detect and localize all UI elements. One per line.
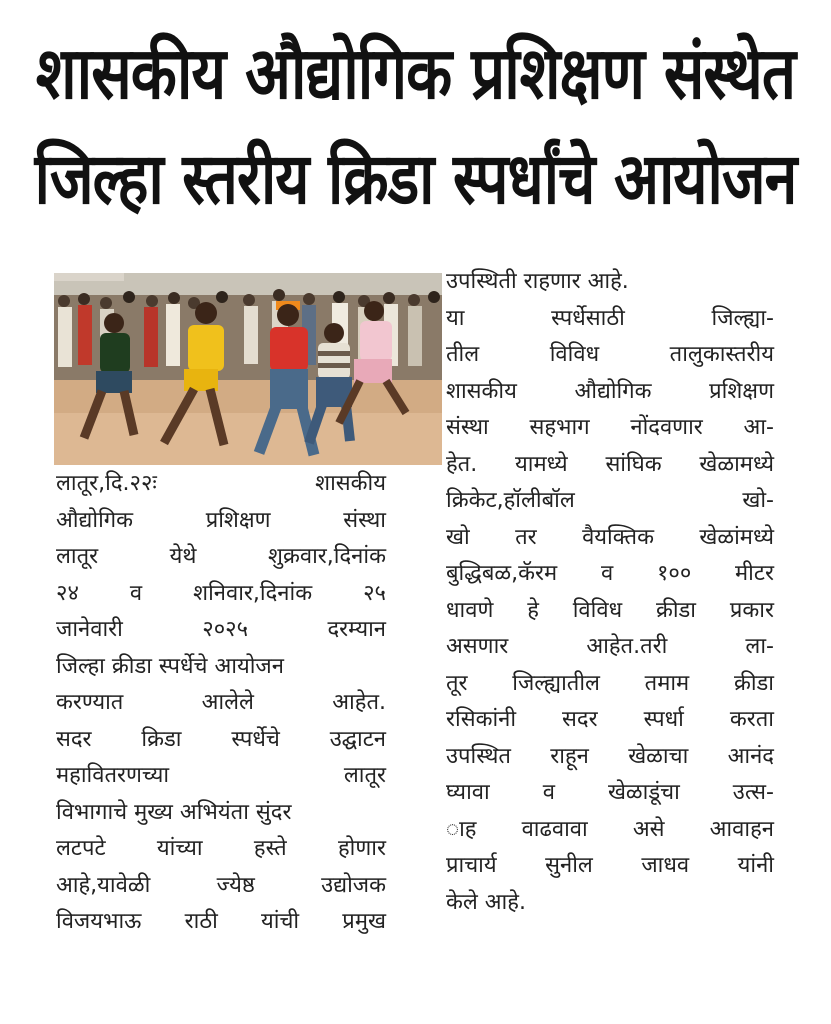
- word: आहेत.: [332, 690, 386, 715]
- word: लातूर: [343, 763, 386, 788]
- text-line: [446, 885, 774, 922]
- word: हेत.: [446, 451, 478, 477]
- word: यांनी: [737, 853, 774, 878]
- word: खेळांमध्ये: [699, 524, 774, 550]
- word: विविध: [572, 597, 623, 623]
- text-line: [446, 666, 774, 703]
- word: शासकीय: [315, 471, 386, 496]
- word: आहेत.तरी: [586, 634, 668, 659]
- word: लातूर: [56, 544, 99, 569]
- word: नोंदवणार: [630, 415, 703, 440]
- word: प्रशिक्षण: [205, 507, 271, 533]
- word: उपस्थिती राहणार आहे.: [446, 269, 629, 294]
- text-line: [446, 337, 774, 374]
- text-line: [56, 868, 386, 905]
- word: औद्योगिक: [56, 507, 134, 533]
- word: हे: [527, 597, 539, 623]
- word: या: [446, 305, 465, 331]
- word: आलेले: [201, 690, 254, 715]
- word: आ-: [743, 415, 774, 440]
- word: यांची: [260, 909, 300, 934]
- text-line: [56, 612, 386, 649]
- word: संस्था: [343, 507, 386, 533]
- word: करण्यात: [56, 690, 124, 715]
- word: राठी: [184, 909, 218, 934]
- word: येथे: [169, 544, 197, 569]
- text-line: [56, 758, 386, 795]
- word: उत्स-: [732, 780, 774, 805]
- text-line: [56, 831, 386, 868]
- word: तूर: [446, 670, 468, 696]
- text-line: [446, 520, 774, 557]
- text-line: [446, 812, 774, 849]
- word: लटपटे: [56, 836, 106, 861]
- word: वैयक्तिक: [582, 524, 654, 550]
- word: जाधव: [641, 853, 690, 878]
- word: विभागाचे मुख्य अभियंता सुंदर: [56, 799, 292, 825]
- text-line: [56, 576, 386, 613]
- word: ला-: [745, 634, 774, 659]
- text-line: [56, 904, 386, 941]
- word: सुनील: [545, 853, 593, 878]
- word: स्पर्धेचे: [231, 726, 280, 752]
- word: संस्था: [446, 415, 489, 440]
- text-line: [446, 593, 774, 630]
- word: धावणे: [446, 597, 494, 623]
- word: प्रकार: [729, 597, 774, 623]
- photo-illustration: [54, 273, 442, 465]
- word: सांघिक: [605, 451, 662, 477]
- word: रसिकांनी: [446, 707, 517, 732]
- text-line: [446, 629, 774, 666]
- word: राहून: [550, 743, 589, 769]
- headline-line-2: जिल्हा स्तरीय क्रिडा स्पर्धांचे आयोजन: [34, 137, 797, 220]
- text-line: [446, 775, 774, 812]
- word: जिल्ह्या-: [711, 305, 774, 331]
- text-line: [446, 702, 774, 739]
- word: आहे,यावेळी: [56, 872, 151, 898]
- word: खेळामध्ये: [699, 451, 774, 477]
- word: २५: [363, 580, 386, 606]
- word: वाढवावा: [521, 816, 588, 842]
- headline-line-1: शासकीय औद्योगिक प्रशिक्षण संस्थेत: [35, 32, 796, 116]
- word: बुद्धिबळ,कॅरम: [446, 561, 558, 586]
- word: प्राचार्य: [446, 853, 497, 878]
- word: मीटर: [735, 561, 774, 586]
- word: व: [542, 780, 555, 805]
- word: १००: [656, 561, 692, 586]
- article-left-column: [56, 466, 386, 941]
- text-line: [446, 301, 774, 338]
- word: उद्घाटन: [329, 726, 386, 752]
- word: यांच्या: [156, 836, 203, 861]
- text-line: [56, 539, 386, 576]
- word: ाह: [446, 816, 477, 842]
- word: उपस्थित: [446, 743, 511, 769]
- word: क्रीडा: [655, 597, 696, 623]
- word: होणार: [338, 836, 386, 861]
- word: सदर: [562, 707, 598, 732]
- word: सहभाग: [529, 415, 590, 440]
- word: जानेवारी: [56, 617, 123, 642]
- word: प्रमुख: [342, 909, 386, 934]
- word: केले आहे.: [446, 889, 526, 915]
- word: विजयभाऊ: [56, 909, 142, 934]
- word: जिल्हा क्रीडा स्पर्धेचे आयोजन: [56, 653, 284, 679]
- word: तमाम: [644, 670, 690, 696]
- word: क्रिकेट,हॉलीबॉल: [446, 488, 575, 513]
- word: तर: [515, 524, 537, 550]
- text-line: [446, 264, 774, 301]
- text-line: [446, 410, 774, 447]
- word: यामध्ये: [515, 451, 568, 477]
- word: महावितरणच्या: [56, 763, 170, 788]
- word: लातूर,दि.२२ः: [56, 471, 157, 496]
- word: ज्येष्ठ: [216, 872, 255, 898]
- text-line: [446, 556, 774, 593]
- word: जिल्ह्यातील: [512, 670, 600, 696]
- word: खेळाडूंचा: [607, 780, 680, 805]
- word: आवाहन: [709, 816, 774, 842]
- text-line: [446, 374, 774, 411]
- text-line: [56, 503, 386, 540]
- word: स्पर्धेसाठी: [551, 305, 625, 331]
- word: खो-: [742, 488, 774, 513]
- word: घ्यावा: [446, 780, 490, 805]
- word: खेळाचा: [628, 743, 689, 769]
- word: व: [600, 561, 614, 586]
- word: आनंद: [727, 743, 774, 769]
- word: २४: [56, 580, 79, 606]
- word: तील: [446, 342, 480, 367]
- word: तालुकास्तरीय: [669, 342, 774, 367]
- word: शनिवार,दिनांक: [193, 580, 313, 606]
- word: विविध: [549, 342, 600, 367]
- word: दरम्यान: [327, 617, 386, 642]
- word: औद्योगिक: [574, 378, 652, 404]
- word: क्रिडा: [141, 726, 182, 752]
- word: शुक्रवार,दिनांक: [268, 544, 386, 569]
- word: २०२५: [202, 617, 249, 642]
- article-right-column: [446, 264, 774, 921]
- text-line: [56, 722, 386, 759]
- word: उद्योजक: [321, 872, 386, 898]
- text-line: [56, 649, 386, 686]
- word: खो: [446, 524, 470, 550]
- word: सदर: [56, 726, 92, 752]
- word: असे: [632, 816, 665, 842]
- word: शासकीय: [446, 378, 517, 404]
- text-line: [446, 848, 774, 885]
- kabaddi-match-photo: [54, 273, 442, 465]
- text-line: [56, 795, 386, 832]
- word: हस्ते: [253, 836, 287, 861]
- word: असणार: [446, 634, 509, 659]
- word: प्रशिक्षण: [709, 378, 774, 404]
- text-line: [56, 466, 386, 503]
- word: व: [129, 580, 143, 606]
- text-line: [446, 483, 774, 520]
- text-line: [446, 447, 774, 484]
- word: स्पर्धा: [643, 707, 684, 732]
- text-line: [446, 739, 774, 776]
- word: करता: [729, 707, 774, 732]
- text-line: [56, 685, 386, 722]
- word: क्रीडा: [733, 670, 774, 696]
